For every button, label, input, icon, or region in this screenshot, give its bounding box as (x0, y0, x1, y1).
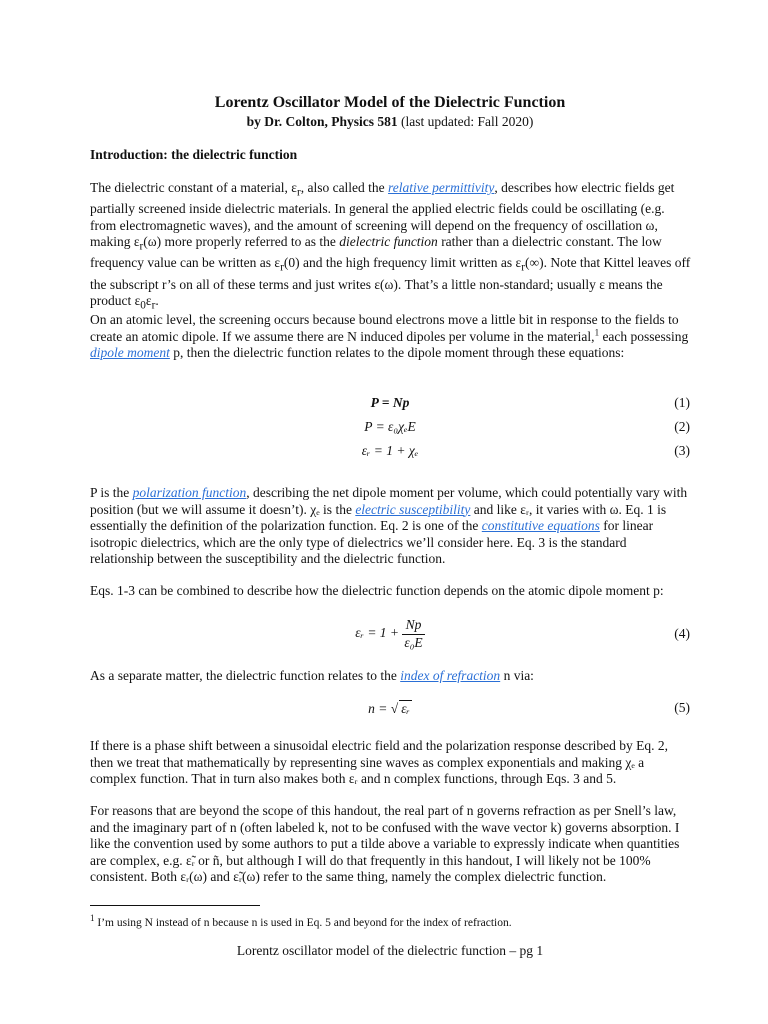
footnote-ref[interactable]: 1 (594, 327, 600, 337)
paragraph-2 (90, 312, 692, 362)
p1-text: (ω) more properly referred to as the (143, 234, 340, 250)
paragraph-1 (90, 180, 692, 314)
footnote (90, 915, 512, 932)
p2-text: each possessing (599, 328, 689, 344)
p1-emphasis: dielectric function (339, 234, 438, 250)
p1-sub: r (521, 262, 525, 275)
equation-2 (90, 419, 690, 439)
p5-text: n via: (500, 668, 534, 683)
equation-5-number: (5) (674, 700, 690, 715)
polarization-function-link[interactable]: polarization function (132, 485, 247, 500)
paragraph-5 (90, 668, 692, 685)
equation-4-fraction (402, 617, 424, 651)
equation-1 (90, 395, 690, 415)
p3-text: P is the (90, 485, 133, 500)
p1-sub: r (139, 240, 144, 253)
equation-5-expr (90, 700, 690, 718)
equation-4 (90, 613, 690, 653)
p2-text: On an atomic level, the screening occurs because bound electrons move a little bit in response to the fields to create an atomic dipole. If we assume there are N induced dipoles per volume in the material, (90, 312, 679, 344)
p1-text: (∞). Note that Kittel leaves off the subscript r’s on all of these terms and just writes ε(ω). That’s a little non-standard; usually ε means the product ε (90, 255, 691, 309)
paragraph-4: Eqs. 1-3 can be combined to describe how the dielectric function depends on the atomic dipole moment p: (90, 583, 664, 598)
equation-3 (90, 443, 690, 463)
byline (90, 114, 690, 131)
equation-4-number: (4) (674, 626, 690, 641)
equation-4-numerator: Np (402, 617, 424, 635)
relative-permittivity-link[interactable]: relative permittivity (388, 180, 495, 195)
p1-sub: 0 (140, 299, 146, 312)
p1-text: The dielectric constant of a material, ε (90, 180, 297, 195)
equation-5-left: n = (368, 701, 388, 716)
equation-4-denominator: ε₀E (404, 634, 423, 650)
p2-text: p, then the dielectric function relates to the dipole moment through these equations: (169, 345, 625, 360)
equation-5-radicand: εᵣ (401, 701, 410, 716)
constitutive-equations-link[interactable]: constitutive equations (481, 518, 600, 533)
equation-4-expr (90, 617, 690, 651)
equation-2-number: (2) (674, 419, 690, 434)
paragraph-3 (90, 485, 692, 568)
p1-text: ε (145, 293, 152, 309)
p1-sub: r (296, 186, 301, 199)
dipole-moment-link[interactable]: dipole moment (90, 345, 170, 360)
equation-2-expr: P = ε₀χₑE (364, 419, 416, 434)
p1-sub: r (151, 299, 156, 312)
p3-text: and like εᵣ, it varies with ω. Eq. 1 is essentially the definition of the polarization function. Eq. 2 is one of the (90, 501, 667, 533)
p1-text: , describes how electric fields get partially screened inside dielectric materials. In general the applied electric fields could be oscillating (e.g. from electromagnetic waves), and the amount of screening will depend on the frequency of oscillation ω, making ε (90, 180, 675, 250)
p3-text: for linear isotropic dielectrics, which are the only type of dielectrics we’ll consider here. Eq. 3 is the standard relationship between the susceptibility and the dielectric function. (90, 518, 654, 566)
byline-author: by Dr. Colton, Physics 581 (246, 114, 398, 129)
p1-text: (0) and the high frequency limit written as ε (283, 255, 522, 271)
section-heading: Introduction: the dielectric function (90, 147, 298, 162)
equation-3-expr: εᵣ = 1 + χₑ (361, 443, 419, 458)
footnote-divider (90, 905, 260, 906)
equation-1-number: (1) (674, 395, 690, 410)
byline-updated: (last updated: Fall 2020) (397, 114, 534, 129)
sqrt-icon: √ (390, 701, 399, 716)
p3-text: , describing the net dipole moment per volume, which could potentially vary with position (but we will assume it doesn’t). χₑ is the (90, 485, 688, 517)
page-title: Lorentz Oscillator Model of the Dielectric Function (214, 94, 566, 111)
equation-4-left: εᵣ = 1 + (355, 625, 400, 641)
p5-text: As a separate matter, the dielectric function relates to the (90, 668, 401, 683)
equation-3-number: (3) (674, 443, 690, 458)
paragraph-6: If there is a phase shift between a sinusoidal electric field and the polarization response described by Eq. 2, then we treat that mathematically by representing sine waves as complex exponentials and making χₑ a complex function. That in turn also makes both εᵣ and n complex functions, through Eqs. 3 and 5. (90, 738, 669, 786)
p1-sub: r (280, 262, 284, 275)
p1-text: rather than a dielectric constant. The low frequency value can be written as ε (90, 234, 662, 271)
p1-text: . (155, 293, 159, 309)
page-footer: Lorentz oscillator model of the dielectric function – pg 1 (236, 943, 544, 958)
index-of-refraction-link[interactable]: index of refraction (400, 668, 501, 683)
equation-1-expr: P = Np (370, 395, 410, 410)
footnote-marker: 1 (90, 913, 95, 924)
electric-susceptibility-link[interactable]: electric susceptibility (355, 501, 471, 517)
p1-text: , also called the (300, 180, 389, 195)
footnote-text: I’m using N instead of n because n is used in Eq. 5 and beyond for the index of refraction. (94, 917, 512, 929)
equation-5 (90, 700, 690, 720)
paragraph-7: For reasons that are beyond the scope of this handout, the real part of n governs refraction as per Snell’s law, and the imaginary part of n (often labeled k, not to be confused with the wave vector k) governs absorption. I like the convention used by some authors to put a tilde above a variable to expressly indicate when quantities are complex, e.g. ε̃ᵣ or ñ, but although I will do that frequently in this handout, I will likely not be 100% consistent. Both εᵣ(ω) and ε̃ᵣ(ω) refer to the same thing, namely the complex dielectric function. (90, 803, 680, 884)
